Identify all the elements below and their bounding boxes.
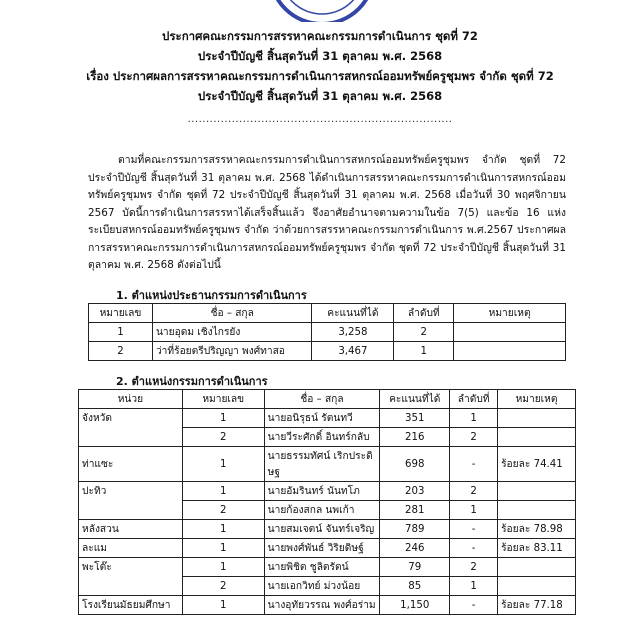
candidate-note bbox=[498, 482, 576, 501]
candidate-number: 2 bbox=[182, 428, 264, 447]
col-header: คะแนนที่ได้ bbox=[380, 390, 450, 409]
candidate-note bbox=[454, 342, 566, 361]
table-row bbox=[79, 520, 576, 539]
unit-name: จังหวัด bbox=[79, 409, 183, 447]
candidate-name: นายอัมรินทร์ นันทโภ bbox=[264, 482, 380, 501]
cooperative-seal-logo bbox=[262, 0, 382, 22]
section2-title: 2. ตำแหน่งกรรมการดำเนินการ bbox=[116, 375, 268, 388]
candidate-name: นายก้องสกล นพเก้า bbox=[264, 501, 380, 520]
candidate-score: 281 bbox=[380, 501, 450, 520]
candidate-score: 351 bbox=[380, 409, 450, 428]
candidate-score: 203 bbox=[380, 482, 450, 501]
table-row bbox=[89, 323, 566, 342]
candidate-rank: 2 bbox=[450, 482, 498, 501]
col-header: ลำดับที่ bbox=[450, 390, 498, 409]
candidate-number: 1 bbox=[182, 539, 264, 558]
candidate-rank: 1 bbox=[450, 501, 498, 520]
col-header: หมายเลข bbox=[89, 304, 153, 323]
table-row bbox=[79, 409, 576, 428]
candidate-rank: 2 bbox=[450, 428, 498, 447]
subject-fiscal-year-line: ประจำปีบัญชี สิ้นสุดวันที่ 31 ตุลาคม พ.ศ. 2568 bbox=[197, 89, 443, 103]
announcement-title: ประกาศคณะกรรมการสรรหาคณะกรรมการดำเนินการ ชุดที่ 72 bbox=[162, 29, 478, 43]
table-header-row bbox=[79, 390, 576, 409]
table-row bbox=[89, 342, 566, 361]
candidate-name: นายพงศ์พันธ์ วิริยดิษฐ์ bbox=[264, 539, 380, 558]
candidate-number: 1 bbox=[182, 520, 264, 539]
candidate-score: 79 bbox=[380, 558, 450, 577]
candidate-rank: 2 bbox=[394, 323, 454, 342]
candidate-rank: - bbox=[450, 539, 498, 558]
unit-name: ปะทิว bbox=[79, 482, 183, 520]
candidate-score: 246 bbox=[380, 539, 450, 558]
candidate-number: 2 bbox=[182, 501, 264, 520]
candidate-score: 789 bbox=[380, 520, 450, 539]
candidate-score: 1,150 bbox=[380, 596, 450, 615]
candidate-note bbox=[498, 409, 576, 428]
unit-name: พะโต๊ะ bbox=[79, 558, 183, 596]
candidate-note bbox=[498, 577, 576, 596]
candidate-name: นายธรรมทัศน์ เริกประดิษฐ bbox=[264, 447, 380, 482]
col-header: ลำดับที่ bbox=[394, 304, 454, 323]
candidate-score: 3,467 bbox=[312, 342, 394, 361]
candidate-number: 1 bbox=[182, 558, 264, 577]
candidate-rank: 2 bbox=[450, 558, 498, 577]
candidate-name: นายพิชิต ชูลิตรัตน์ bbox=[264, 558, 380, 577]
candidate-rank: - bbox=[450, 447, 498, 482]
col-header: หมายเลข bbox=[182, 390, 264, 409]
committee-table bbox=[78, 389, 576, 615]
table-row bbox=[79, 539, 576, 558]
candidate-number: 2 bbox=[89, 342, 153, 361]
candidate-number: 1 bbox=[182, 409, 264, 428]
candidate-rank: - bbox=[450, 520, 498, 539]
candidate-name: นายวีระศักดิ์ อินทร์กลับ bbox=[264, 428, 380, 447]
col-header: ชื่อ – สกุล bbox=[264, 390, 380, 409]
subject-line: เรื่อง ประกาศผลการสรรหาคณะกรรมการดำเนินการสหกรณ์ออมทรัพย์ครูชุมพร จำกัด ชุดที่ 72 bbox=[86, 69, 554, 83]
candidate-number: 1 bbox=[182, 596, 264, 615]
unit-name: ละแม bbox=[79, 539, 183, 558]
candidate-note: ร้อยละ 74.41 bbox=[498, 447, 576, 482]
candidate-number: 1 bbox=[182, 447, 264, 482]
candidate-name: นายอุดม เชิงไกรยัง bbox=[152, 323, 312, 342]
candidate-rank: 1 bbox=[394, 342, 454, 361]
fiscal-year-line: ประจำปีบัญชี สิ้นสุดวันที่ 31 ตุลาคม พ.ศ. 2568 bbox=[197, 49, 443, 63]
announcement-paragraph: ตามที่คณะกรรมการสรรหาคณะกรรมการดำเนินการสหกรณ์ออมทรัพย์ครูชุมพร จำกัด ชุดที่ 72 ประจำปีบัญชี สิ้นสุดวันที่ 31 ตุลาคม พ.ศ. 2568 ได้ดำเนินการสรรหาคณะกรรมการดำเนินการสหกรณ์ออมทรัพย์ครูชุมพร จำกัด ชุดที่ 72 ประจำปีบัญชี สิ้นสุดวันที่ 31 ตุลาคม พ.ศ. 2568 เมื่อวันที่ 30 พฤศจิกายน 2567 บัดนี้การดำเนินการสรรหาได้เสร็จสิ้นแล้ว จึงอาศัยอำนาจตามความในข้อ 7(5) และข้อ 16 แห่งระเบียบสหกรณ์ออมทรัพย์ครูชุมพร จำกัด ว่าด้วยการสรรหาคณะกรรมการดำเนินการ พ.ศ.2567 ประกาศผลการสรรหาคณะกรรมการดำเนินการสหกรณ์ออมทรัพย์ครูชุมพร จำกัด ชุดที่ 72 ประจำปีบัญชี สิ้นสุดวันที่ 31 ตุลาคม พ.ศ. 2568 ดังต่อไปนี้ bbox=[88, 154, 566, 271]
candidate-note: ร้อยละ 78.98 bbox=[498, 520, 576, 539]
candidate-rank: 1 bbox=[450, 409, 498, 428]
col-header: หมายเหตุ bbox=[498, 390, 576, 409]
candidate-number: 1 bbox=[182, 482, 264, 501]
candidate-note bbox=[498, 428, 576, 447]
candidate-name: นายอนิรุธน์ รัตนทวี bbox=[264, 409, 380, 428]
unit-name: โรงเรียนมัธยมศึกษา bbox=[79, 596, 183, 615]
table-row bbox=[79, 447, 576, 482]
candidate-name: นางอุทัยวรรณ พงศ์อร่าม bbox=[264, 596, 380, 615]
candidate-name: นายเอกวิทย์ ม่วงน้อย bbox=[264, 577, 380, 596]
candidate-number: 2 bbox=[182, 577, 264, 596]
candidate-note: ร้อยละ 83.11 bbox=[498, 539, 576, 558]
separator-dots: ........................................................................ bbox=[187, 114, 453, 125]
candidate-note bbox=[498, 501, 576, 520]
table-row bbox=[79, 482, 576, 501]
candidate-score: 698 bbox=[380, 447, 450, 482]
candidate-note: ร้อยละ 77.18 bbox=[498, 596, 576, 615]
candidate-note bbox=[454, 323, 566, 342]
section1-title: 1. ตำแหน่งประธานกรรมการดำเนินการ bbox=[116, 289, 307, 302]
candidate-score: 3,258 bbox=[312, 323, 394, 342]
candidate-rank: 1 bbox=[450, 577, 498, 596]
table-row bbox=[79, 596, 576, 615]
unit-name: หลังสวน bbox=[79, 520, 183, 539]
unit-name: ท่าแซะ bbox=[79, 447, 183, 482]
candidate-score: 85 bbox=[380, 577, 450, 596]
candidate-rank: - bbox=[450, 596, 498, 615]
candidate-number: 1 bbox=[89, 323, 153, 342]
chairman-table bbox=[88, 303, 566, 361]
candidate-name: ว่าที่ร้อยตรีปริญญา พงศ์ทาสอ bbox=[152, 342, 312, 361]
col-header: หมายเหตุ bbox=[454, 304, 566, 323]
col-header: คะแนนที่ได้ bbox=[312, 304, 394, 323]
candidate-name: นายสมเจตน์ จันทร์เจริญ bbox=[264, 520, 380, 539]
candidate-score: 216 bbox=[380, 428, 450, 447]
table-header-row bbox=[89, 304, 566, 323]
candidate-note bbox=[498, 558, 576, 577]
table-row bbox=[79, 558, 576, 577]
col-header: ชื่อ – สกุล bbox=[152, 304, 312, 323]
col-header: หน่วย bbox=[79, 390, 183, 409]
